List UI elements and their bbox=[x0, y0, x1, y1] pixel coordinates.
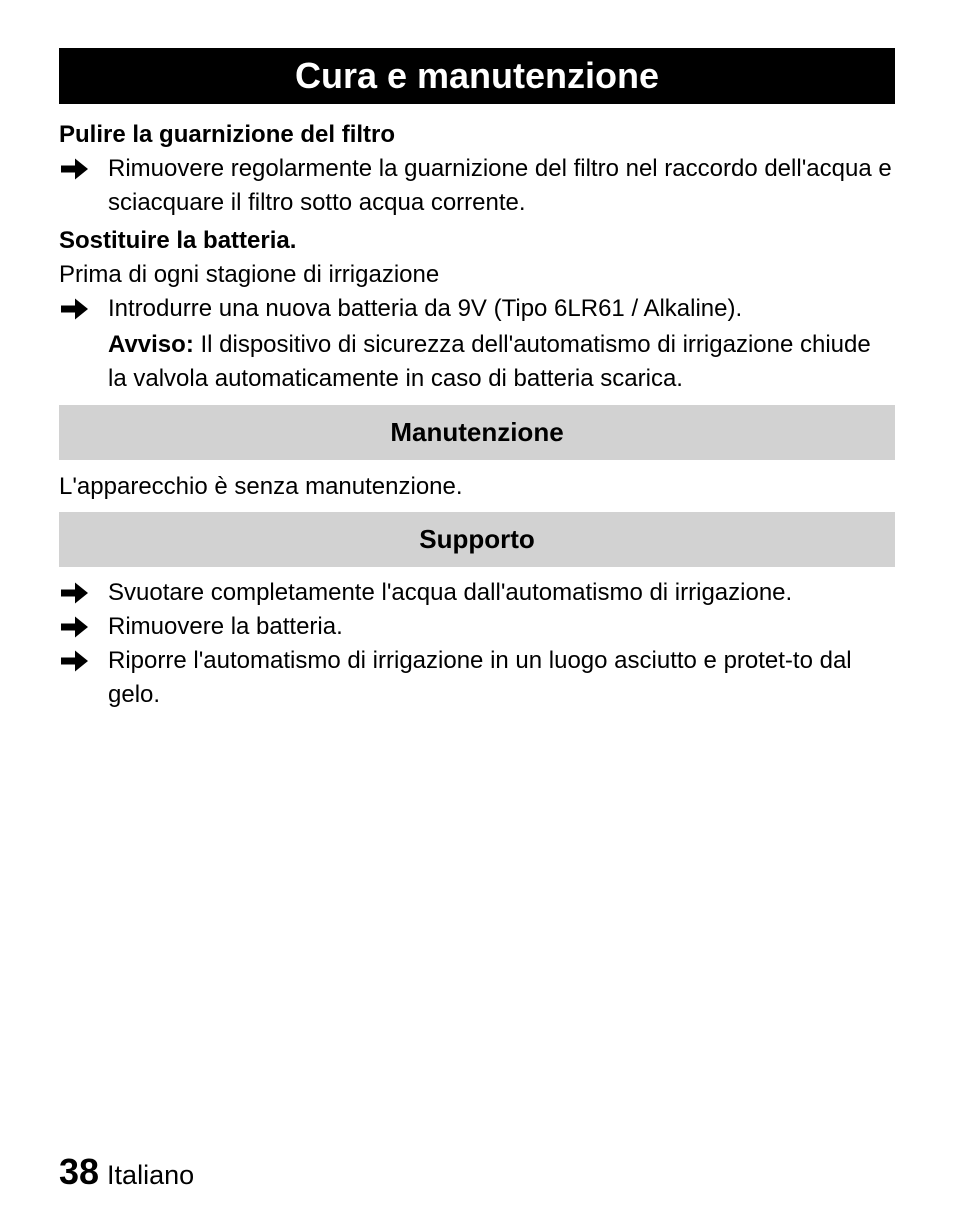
storage-step-text: Rimuovere la batteria. bbox=[108, 613, 343, 640]
storage-step-text: Riporre l'automatismo di irrigazione in un luogo asciutto e protet-to dal gelo. bbox=[108, 647, 852, 708]
maintenance-text: L'apparecchio è senza manutenzione. bbox=[59, 473, 463, 500]
storage-step bbox=[59, 610, 895, 644]
storage-steps bbox=[59, 576, 895, 712]
page-footer bbox=[59, 1150, 194, 1194]
battery-heading: Sostituire la batteria. bbox=[59, 227, 297, 254]
storage-heading: Supporto bbox=[59, 512, 895, 567]
cleaning-heading: Pulire la guarnizione del filtro bbox=[59, 121, 396, 148]
arrow-right-icon bbox=[61, 581, 89, 605]
battery-step-text: Introdurre una nuova batteria da 9V (Tipo 6LR61 / Alkaline). bbox=[108, 295, 743, 322]
storage-step bbox=[59, 576, 895, 610]
language-label: Italiano bbox=[107, 1160, 195, 1190]
note-text: Il dispositivo di sicurezza dell'automatismo di irrigazione chiude la valvola automaticamente in caso di batteria scarica. bbox=[108, 331, 871, 392]
maintenance-heading: Manutenzione bbox=[59, 405, 895, 460]
battery-step bbox=[59, 292, 895, 326]
arrow-right-icon bbox=[61, 615, 89, 639]
storage-step-text: Svuotare completamente l'acqua dall'automatismo di irrigazione. bbox=[108, 579, 793, 606]
cleaning-step-text: Rimuovere regolarmente la guarnizione del filtro nel raccordo dell'acqua e sciacquare il filtro sotto acqua corrente. bbox=[108, 155, 892, 216]
arrow-right-icon bbox=[61, 649, 89, 673]
page-number: 38 bbox=[59, 1151, 100, 1192]
battery-intro: Prima di ogni stagione di irrigazione bbox=[59, 261, 440, 288]
manual-page bbox=[59, 48, 895, 712]
arrow-right-icon bbox=[61, 157, 89, 181]
page-title: Cura e manutenzione bbox=[59, 48, 895, 104]
note-label: Avviso: bbox=[108, 331, 194, 358]
storage-step bbox=[59, 644, 895, 712]
arrow-right-icon bbox=[61, 297, 89, 321]
battery-note bbox=[59, 328, 895, 396]
cleaning-step bbox=[59, 152, 895, 220]
